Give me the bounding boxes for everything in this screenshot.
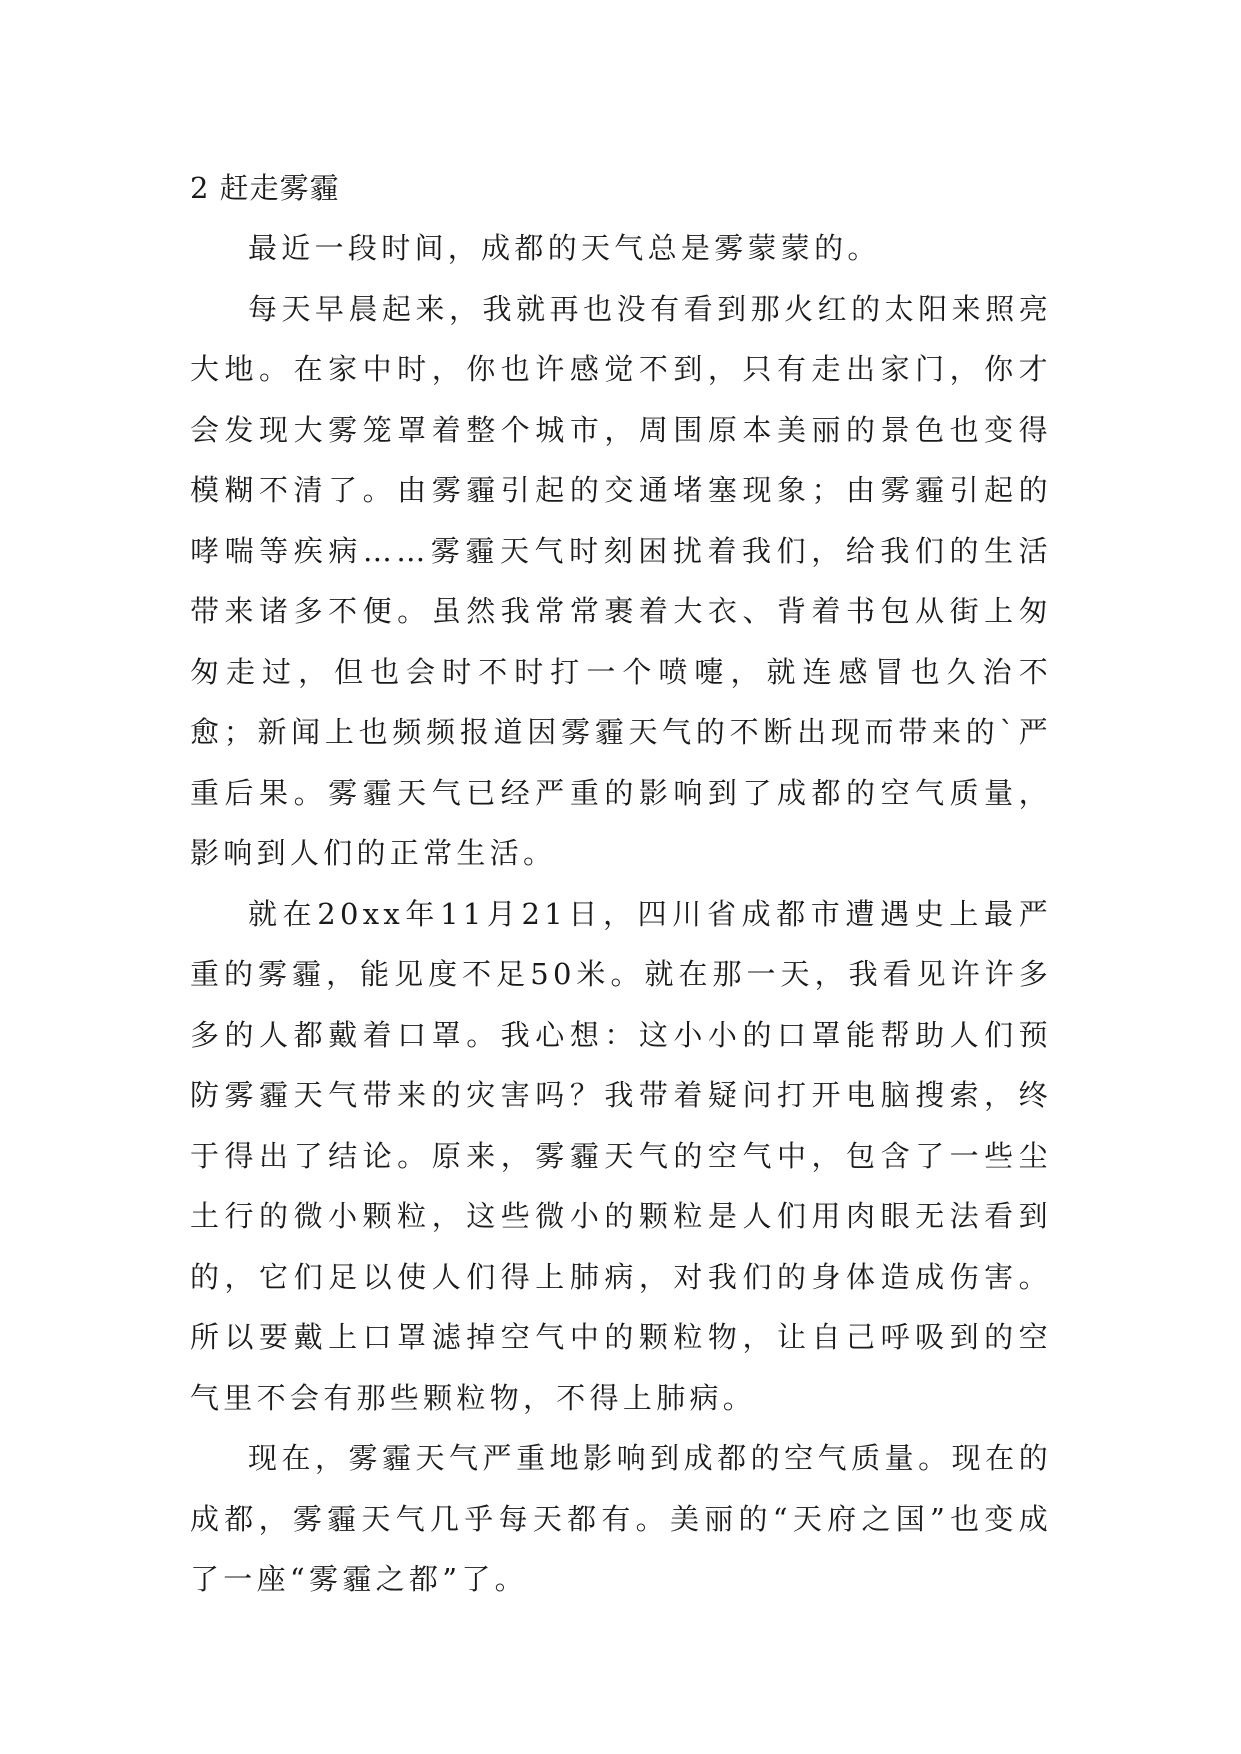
paragraph-2: 每天早晨起来，我就再也没有看到那火红的太阳来照亮大地。在家中时，你也许感觉不到，只有走出家门，你才会发现大雾笼罩着整个城市，周围原本美丽的景色也变得模糊不清了。由雾霾引起的交通堵塞现象；由雾霾引起的哮喘等疾病……雾霾天气时刻困扰着我们，给我们的生活带来诸多不便。虽然我常常裹着大衣、背着书包从街上匆匆走过，但也会时不时打一个喷嚏，就连感冒也久治不愈；新闻上也频频报道因雾霾天气的不断出现而带来的`严重后果。雾霾天气已经严重的影响到了成都的空气质量，影响到人们的正常生活。 [190, 291, 1052, 870]
paragraph-3: 就在20xx年11月21日，四川省成都市遭遇史上最严重的雾霾，能见度不足50米。就在那一天，我看见许许多多的人都戴着口罩。我心想：这小小的口罩能帮助人们预防雾霾天气带来的灾害吗？我带着疑问打开电脑搜索，终于得出了结论。原来，雾霾天气的空气中，包含了一些尘土行的微小颗粒，这些微小的颗粒是人们用肉眼无法看到的，它们足以使人们得上肺病，对我们的身体造成伤害。所以要戴上口罩滤掉空气中的颗粒物，让自己呼吸到的空气里不会有那些颗粒物，不得上肺病。 [190, 896, 1052, 1415]
document-page [190, 158, 1052, 1610]
document-title: 2 赶走雾霾 [190, 171, 340, 205]
paragraph-4: 现在，雾霾天气严重地影响到成都的空气质量。现在的成都，雾霾天气几乎每天都有。美丽的“天府之国”也变成了一座“雾霾之都”了。 [190, 1441, 1052, 1596]
paragraph-1: 最近一段时间，成都的天气总是雾蒙蒙的。 [248, 231, 881, 265]
